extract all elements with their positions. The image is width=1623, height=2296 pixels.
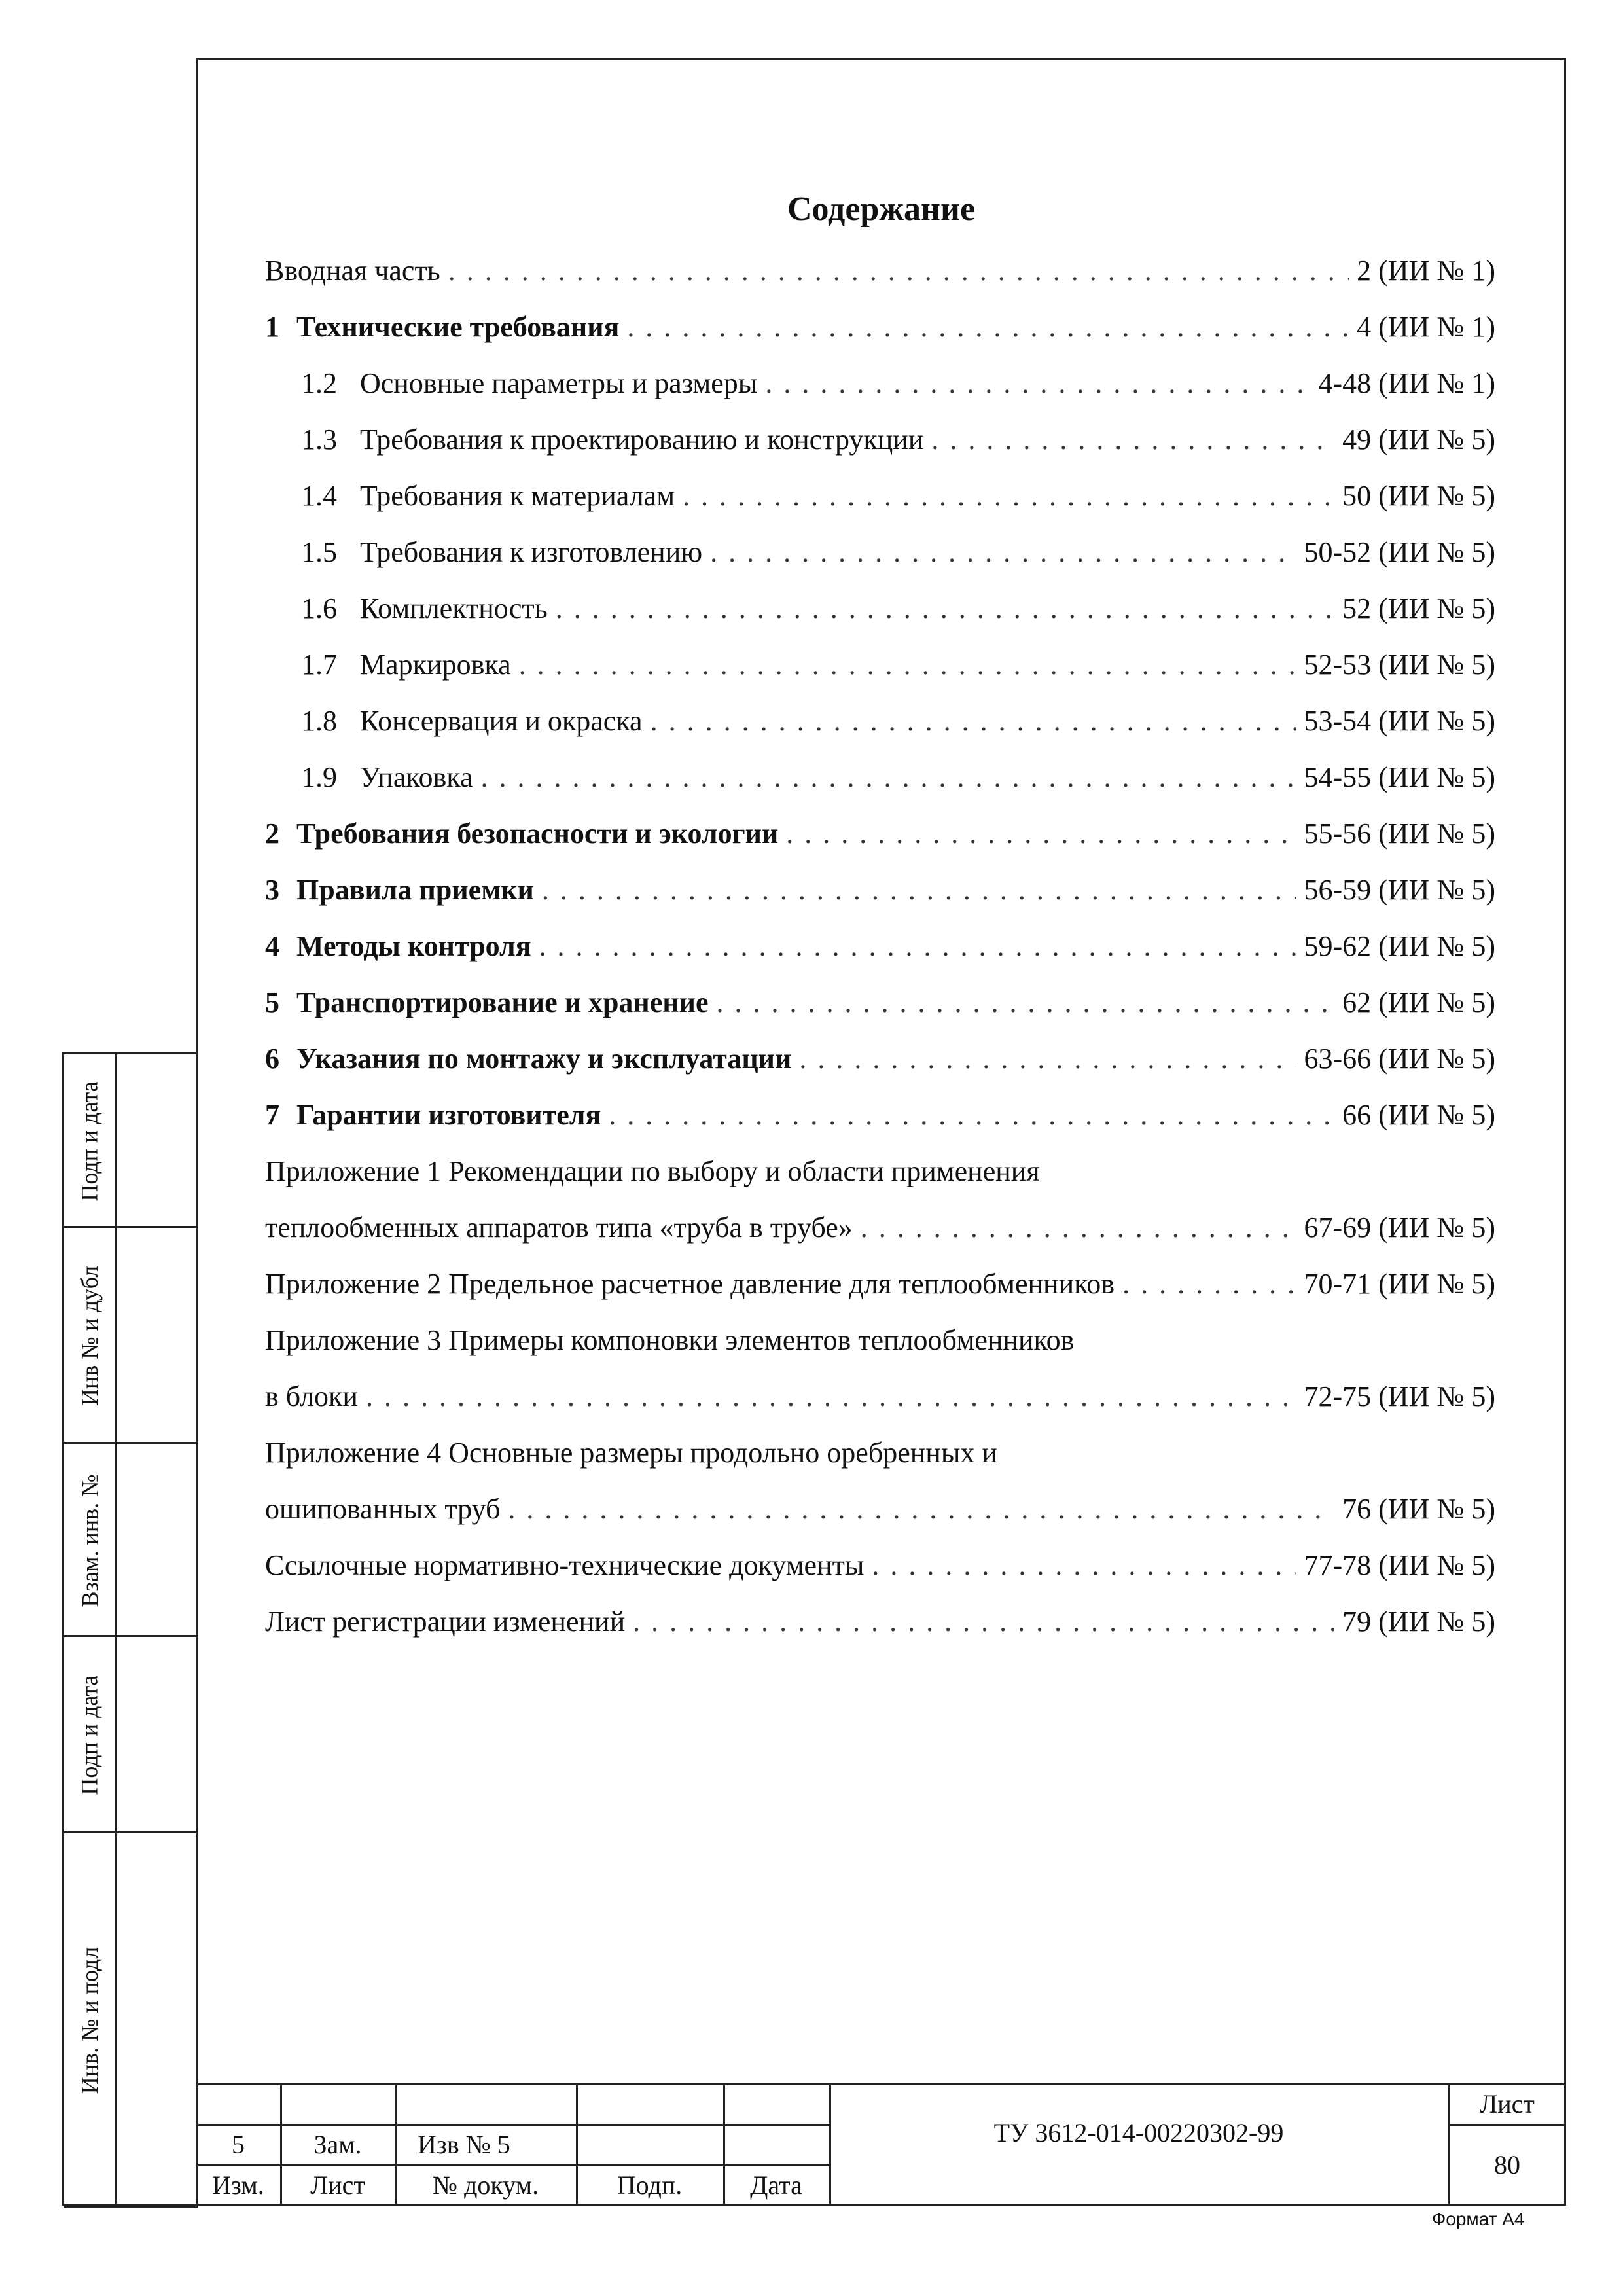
- header-doc: № докум.: [432, 2170, 539, 2200]
- toc-text: Приложение 2 Предельное расчетное давление для теплообменников: [265, 1268, 1115, 1300]
- toc-entry-5: [265, 986, 1495, 1031]
- sheet-number: 80: [1494, 2150, 1520, 2179]
- toc-text: Технические требования: [296, 311, 620, 343]
- toc-text: Приложение 1 Рекомендации по выбору и области применения: [265, 1155, 1040, 1187]
- toc-page: 50-52 (ИИ № 5): [1304, 536, 1495, 568]
- toc-entry-1-9: [265, 761, 1495, 806]
- toc-number: 1.5: [301, 536, 337, 568]
- toc-number: 1.2: [301, 367, 337, 399]
- toc-number: 5: [265, 986, 279, 1018]
- toc-entry-6: [265, 1042, 1495, 1088]
- toc-text: Транспортирование и хранение: [296, 986, 709, 1018]
- toc-change-register: [265, 1605, 1495, 1651]
- toc-text: ошипованных труб: [265, 1493, 501, 1525]
- toc-page: 53-54 (ИИ № 5): [1304, 705, 1495, 737]
- toc-text: теплообменных аппаратов типа «труба в трубе»: [265, 1211, 853, 1244]
- toc-page: 2 (ИИ № 1): [1357, 255, 1495, 287]
- toc-number: 1.3: [301, 423, 337, 456]
- toc-number: 7: [265, 1099, 279, 1131]
- header-podp: Подп.: [616, 2170, 683, 2200]
- format-label: Формат А4: [1432, 2209, 1525, 2229]
- toc-text: Требования к материалам: [360, 480, 675, 512]
- toc-number: 1: [265, 311, 279, 343]
- toc-page: 4-48 (ИИ № 1): [1318, 367, 1495, 399]
- page-title: Содержание: [787, 190, 976, 228]
- toc-entry-1-6: [265, 592, 1495, 637]
- toc-appendix-4: [265, 1492, 1495, 1538]
- toc-text: Упаковка: [360, 761, 473, 793]
- side-strip: [62, 1052, 196, 2206]
- toc-entry-7: [265, 1098, 1495, 1144]
- toc-page: 70-71 (ИИ № 5): [1304, 1268, 1495, 1300]
- side-label-2: Инв № и дубл: [77, 1265, 103, 1407]
- sheet-label: Лист: [1480, 2089, 1535, 2119]
- side-label-1: Подп и дата: [77, 1081, 103, 1202]
- toc-entry-intro: [265, 254, 1495, 300]
- toc-appendix-3-title: [265, 1323, 1495, 1369]
- toc-text: Приложение 4 Основные размеры продольно оребренных и: [265, 1437, 997, 1469]
- toc-text: Гарантии изготовителя: [296, 1099, 601, 1131]
- toc-page: 54-55 (ИИ № 5): [1304, 761, 1495, 793]
- document-code: ТУ 3612-014-00220302-99: [993, 2117, 1284, 2147]
- toc-text: Правила приемки: [296, 874, 534, 906]
- toc-text: Методы контроля: [296, 930, 531, 962]
- toc-entry-3: [265, 873, 1495, 919]
- toc-page: 55-56 (ИИ № 5): [1304, 817, 1495, 850]
- toc-entry-4: [265, 929, 1495, 975]
- toc-page: 52 (ИИ № 5): [1342, 592, 1495, 624]
- toc-number: 1.4: [301, 480, 337, 512]
- toc-appendix-3: [265, 1380, 1495, 1426]
- rev-izm: 5: [232, 2129, 245, 2159]
- toc-number: 1.8: [301, 705, 337, 737]
- toc-references: [265, 1549, 1495, 1594]
- toc-page: 77-78 (ИИ № 5): [1304, 1549, 1495, 1581]
- toc-page: 52-53 (ИИ № 5): [1304, 649, 1495, 681]
- toc-number: 1.6: [301, 592, 337, 624]
- header-izm: Изм.: [212, 2170, 264, 2200]
- toc-text: Консервация и окраска: [360, 705, 643, 737]
- toc-entry-1-7: [265, 648, 1495, 694]
- toc-number: 1.7: [301, 649, 337, 681]
- side-label-4: Подп и дата: [77, 1675, 103, 1795]
- toc-appendix-4-title: [265, 1436, 1495, 1482]
- toc-page: 59-62 (ИИ № 5): [1304, 930, 1495, 962]
- toc-number: 4: [265, 930, 279, 962]
- toc-number: 1.9: [301, 761, 337, 793]
- toc-text: Ссылочные нормативно-технические документы: [265, 1549, 865, 1581]
- toc-appendix-1-title: [265, 1155, 1495, 1200]
- toc-number: 3: [265, 874, 279, 906]
- toc-number: 2: [265, 817, 279, 850]
- title-block: [196, 2083, 1566, 2206]
- side-label-3: Взам. инв. №: [77, 1474, 103, 1607]
- toc-page: 66 (ИИ № 5): [1342, 1099, 1495, 1131]
- toc-page: 67-69 (ИИ № 5): [1304, 1211, 1495, 1244]
- toc-page: 49 (ИИ № 5): [1342, 423, 1495, 456]
- side-label-5: Инв. № и подл: [77, 1946, 103, 2094]
- toc-entry-1: [265, 310, 1495, 356]
- toc-page: 76 (ИИ № 5): [1342, 1493, 1495, 1525]
- toc-text: Маркировка: [360, 649, 511, 681]
- toc-entry-2: [265, 817, 1495, 863]
- toc-entry-1-3: [265, 423, 1495, 469]
- rev-list: Зам.: [313, 2129, 362, 2159]
- toc-appendix-2: [265, 1267, 1495, 1313]
- toc-page: 63-66 (ИИ № 5): [1304, 1043, 1495, 1075]
- header-list: Лист: [310, 2170, 365, 2200]
- toc-text: Требования к проектированию и конструкции: [360, 423, 924, 456]
- toc-entry-1-2: [265, 367, 1495, 412]
- toc-text: Вводная часть: [265, 255, 440, 287]
- toc-page: 72-75 (ИИ № 5): [1304, 1380, 1495, 1412]
- toc-page: 50 (ИИ № 5): [1342, 480, 1495, 512]
- toc-entry-1-8: [265, 704, 1495, 750]
- toc-page: 79 (ИИ № 5): [1342, 1605, 1495, 1638]
- toc-number: 6: [265, 1043, 279, 1075]
- toc-text: Комплектность: [360, 592, 548, 624]
- toc-text: Лист регистрации изменений: [265, 1605, 626, 1638]
- toc-text: в блоки: [265, 1380, 358, 1412]
- toc-text: Требования безопасности и экологии: [296, 817, 779, 850]
- header-data: Дата: [750, 2170, 802, 2200]
- toc-text: Указания по монтажу и эксплуатации: [296, 1043, 792, 1075]
- toc-page: 4 (ИИ № 1): [1357, 311, 1495, 343]
- toc-appendix-1: [265, 1211, 1495, 1257]
- toc-entry-1-4: [265, 479, 1495, 525]
- rev-doc: Изв № 5: [418, 2129, 510, 2159]
- toc-page: 56-59 (ИИ № 5): [1304, 874, 1495, 906]
- toc-text: Приложение 3 Примеры компоновки элементов теплообменников: [265, 1324, 1075, 1356]
- toc-text: Основные параметры и размеры: [360, 367, 758, 399]
- toc-page: 62 (ИИ № 5): [1342, 986, 1495, 1018]
- toc-entry-1-5: [265, 535, 1495, 581]
- toc-text: Требования к изготовлению: [360, 536, 703, 568]
